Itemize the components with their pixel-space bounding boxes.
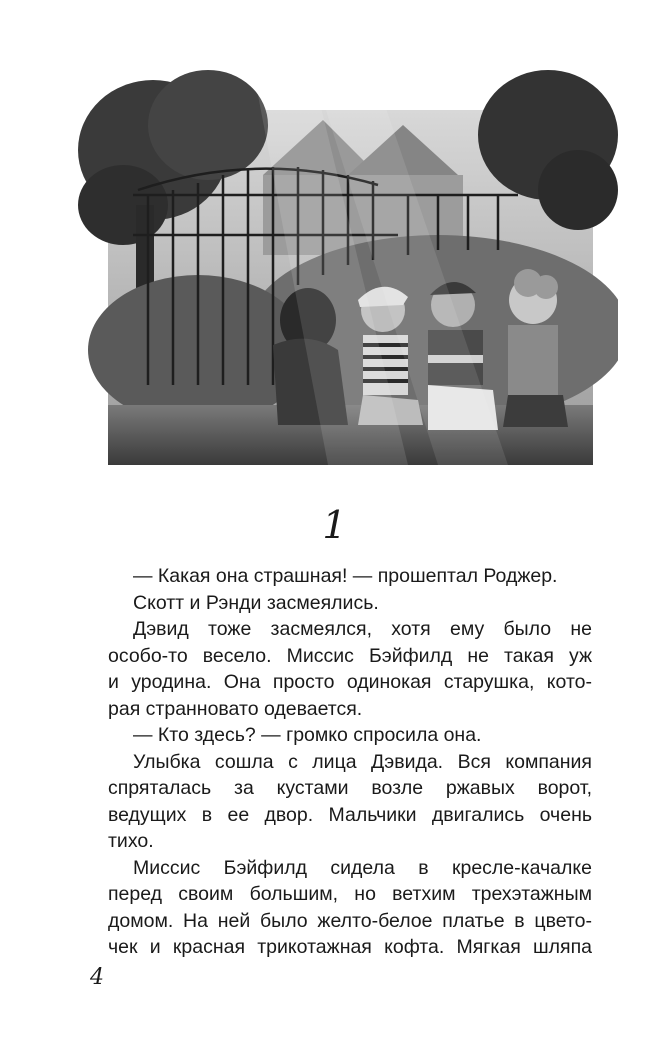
text-line: и уродина. Она просто одинокая старушка, кото- [108, 671, 592, 693]
text-line: домом. На ней было желто-белое платье в цвето- [108, 909, 592, 932]
text-line: особо-то весело. Миссис Бэйфилд не такая уж [108, 644, 592, 667]
illustration-boys-behind-gate-icon [78, 55, 618, 475]
text-line: — Кто здесь? — громко спросила она. [133, 724, 482, 746]
page-number: 4 [90, 965, 104, 990]
chapter-illustration [78, 55, 618, 475]
text-line: Скотт и Рэнди засмеялись. [133, 591, 379, 614]
text-line: чек и красная трикотажная кофта. Мягкая шляпа [108, 936, 592, 958]
text-line: Улыбка сошла с лица Дэвида. Вся компания [133, 750, 592, 773]
text-line: — Какая она страшная! — прошептал Роджер. [133, 565, 558, 587]
text-line: рая странновато одевается. [108, 697, 363, 720]
chapter-number: 1 [322, 503, 347, 547]
text-line: Дэвид тоже засмеялся, хотя ему было не [133, 618, 592, 640]
body-text [108, 563, 592, 961]
text-line: перед своим большим, но ветхим трехэтажным [108, 883, 592, 905]
text-line: тихо. [108, 830, 154, 852]
text-line: Миссис Бэйфилд сидела в кресле-качалке [133, 856, 592, 879]
text-line: спряталась за кустами возле ржавых ворот, [108, 777, 592, 799]
text-line: ведущих в ее двор. Мальчики двигались очень [108, 803, 592, 826]
